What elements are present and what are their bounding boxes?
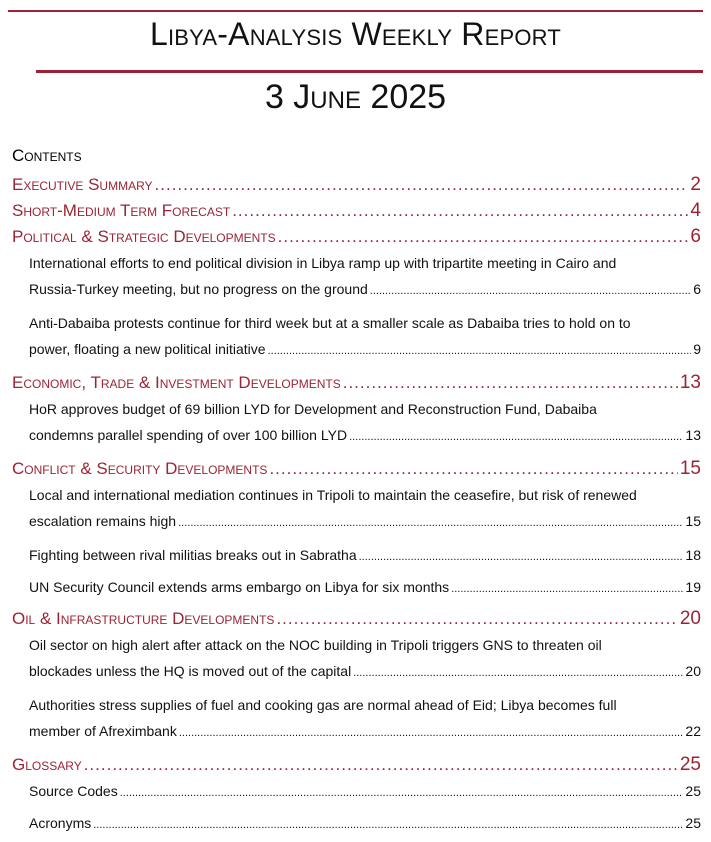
dot-leader — [269, 456, 677, 482]
report-date: 3 June 2025 — [264, 78, 447, 116]
toc-page-number: 4 — [690, 200, 701, 221]
toc-entry-label: Political & Strategic Developments — [12, 227, 276, 246]
toc-subentry[interactable] — [29, 542, 701, 568]
toc-entry-label: Executive Summary — [12, 175, 153, 194]
dot-leader — [93, 812, 683, 838]
toc-page-number: 25 — [685, 783, 701, 799]
toc-page-number: 6 — [690, 226, 701, 247]
toc-page-number: 25 — [679, 754, 701, 775]
toc-subentry-text: Oil sector on high alert after attack on the NOC building in Tripoli triggers GNS to threaten oil — [29, 637, 602, 653]
dot-leader — [178, 510, 683, 536]
dot-leader — [370, 278, 691, 304]
title-rule — [36, 70, 703, 73]
toc-page-number: 25 — [685, 815, 701, 831]
toc-subentry-text: HoR approves budget of 69 billion LYD for Development and Reconstruction Fund, Dabaiba — [29, 401, 597, 417]
toc-subentry-text: Fighting between rival militias breaks out in Sabratha — [29, 547, 357, 563]
toc-glossary[interactable] — [12, 752, 701, 778]
dot-leader — [179, 720, 684, 746]
toc-page-number: 15 — [679, 458, 701, 479]
toc-page-number: 13 — [685, 427, 701, 443]
toc-entry-label: Glossary — [12, 755, 82, 774]
toc-executive-summary[interactable] — [12, 172, 701, 198]
toc-page-number: 22 — [685, 723, 701, 739]
dot-leader — [343, 370, 678, 396]
toc-page-number: 19 — [685, 579, 701, 595]
toc-subentry[interactable] — [29, 692, 701, 746]
toc-subentry-text: blockades unless the HQ is moved out of the capital — [29, 663, 352, 679]
table-of-contents — [12, 172, 701, 842]
toc-page-number: 15 — [685, 513, 701, 529]
toc-subentry-text: Acronyms — [29, 815, 92, 831]
toc-page-number: 13 — [679, 372, 701, 393]
dot-leader — [84, 752, 678, 778]
toc-subentry-text: condemns parallel spending of over 100 billion LYD — [29, 427, 348, 443]
toc-entry-label: Economic, Trade & Investment Developments — [12, 373, 341, 392]
toc-page-number: 18 — [685, 547, 701, 563]
toc-subentry-text: power, floating a new political initiative — [29, 341, 266, 357]
toc-subentry[interactable] — [29, 396, 701, 450]
dot-leader — [353, 660, 683, 686]
contents-heading: Contents — [12, 146, 82, 165]
toc-subentry[interactable] — [29, 250, 701, 304]
dot-leader — [120, 780, 684, 806]
toc-entry-label: Oil & Infrastructure Developments — [12, 609, 275, 628]
dot-leader — [278, 224, 689, 250]
dot-leader — [155, 172, 689, 198]
toc-entry-label: Short-Medium Term Forecast — [12, 201, 231, 220]
dot-leader — [359, 544, 684, 570]
toc-subentry[interactable] — [29, 632, 701, 686]
toc-oil[interactable] — [12, 606, 701, 632]
toc-subentry-text: member of Afreximbank — [29, 723, 177, 739]
dot-leader — [451, 576, 683, 602]
toc-subentry[interactable] — [29, 810, 701, 836]
toc-subentry-text: Source Codes — [29, 783, 118, 799]
toc-forecast[interactable] — [12, 198, 701, 224]
toc-subentry[interactable] — [29, 482, 701, 536]
toc-subentry[interactable] — [29, 574, 701, 600]
toc-political[interactable] — [12, 224, 701, 250]
toc-page-number: 6 — [693, 281, 701, 297]
toc-subentry-text: escalation remains high — [29, 513, 177, 529]
toc-subentry-text: UN Security Council extends arms embargo on Libya for six months — [29, 579, 450, 595]
toc-subentry[interactable] — [29, 778, 701, 804]
toc-conflict[interactable] — [12, 456, 701, 482]
toc-economic[interactable] — [12, 370, 701, 396]
dot-leader — [232, 198, 688, 224]
dot-leader — [268, 338, 692, 364]
toc-page-number: 20 — [679, 608, 701, 629]
toc-subentry-text: Russia-Turkey meeting, but no progress on the ground — [29, 281, 368, 297]
dot-leader — [276, 606, 677, 632]
toc-page-number: 9 — [693, 341, 701, 357]
toc-subentry-text: International efforts to end political division in Libya ramp up with tripartite meeting in Cairo and — [29, 255, 617, 271]
report-title: Libya-Analysis Weekly Report — [150, 16, 561, 52]
dot-leader — [349, 424, 683, 450]
toc-entry-label: Conflict & Security Developments — [12, 459, 268, 478]
toc-subentry[interactable] — [29, 310, 701, 364]
top-rule — [8, 10, 703, 12]
toc-subentry-text: Authorities stress supplies of fuel and cooking gas are normal ahead of Eid; Libya becomes full — [29, 697, 617, 713]
toc-subentry-text: Anti-Dabaiba protests continue for third week but at a smaller scale as Dabaiba tries to hold on to — [29, 315, 631, 331]
toc-page-number: 20 — [685, 663, 701, 679]
toc-subentry-text: Local and international mediation continues in Tripoli to maintain the ceasefire, but risk of renewed — [29, 487, 637, 503]
toc-page-number: 2 — [690, 174, 701, 195]
